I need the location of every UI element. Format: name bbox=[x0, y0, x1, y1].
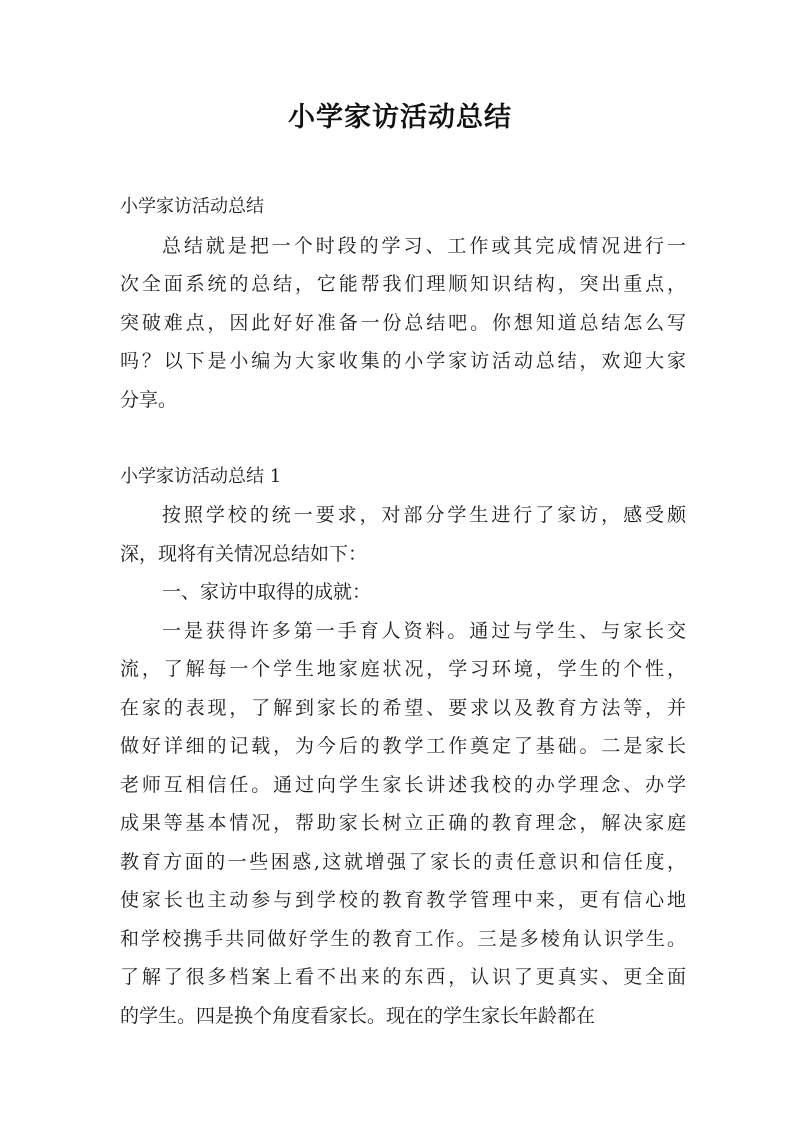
section-paragraph-line: 和学校携手共同做好学生的教育工作。三是多棱角认识学生。 bbox=[120, 927, 686, 950]
section-paragraph-line: 了解了很多档案上看不出来的东西，认识了更真实、更全面 bbox=[120, 966, 686, 988]
section-paragraph-line: 的学生。四是换个角度看家长。现在的学生家长年龄都在 bbox=[120, 1004, 596, 1027]
paragraph-gap bbox=[120, 419, 686, 458]
section-paragraph-line: 深，现将有关情况总结如下： bbox=[120, 542, 368, 565]
section-paragraph-line: 教育方面的一些困惑,这就增强了家长的责任意识和信任度， bbox=[120, 850, 686, 873]
intro-paragraph-line: 突破难点，因此好好准备一份总结吧。你想知道总结怎么写 bbox=[120, 311, 686, 334]
section-heading: 小学家访活动总结 1 bbox=[120, 465, 282, 487]
intro-heading: 小学家访活动总结 bbox=[120, 196, 264, 217]
intro-paragraph-line: 吗？以下是小编为大家收集的小学家访活动总结，欢迎大家 bbox=[120, 350, 686, 372]
intro-paragraph-line: 总结就是把一个时段的学习、工作或其完成情况进行一 bbox=[162, 234, 686, 257]
section-paragraph-line: 在家的表现，了解到家长的希望、要求以及教育方法等，并 bbox=[120, 696, 686, 719]
section-paragraph-line: 流，了解每一个学生地家庭状况，学习环境，学生的个性， bbox=[120, 658, 686, 680]
document-body bbox=[120, 188, 686, 1035]
subsection-heading: 一、家访中取得的成就： bbox=[162, 581, 372, 603]
section-paragraph-line: 成果等基本情况，帮助家长树立正确的教育理念，解决家庭 bbox=[120, 812, 686, 834]
section-paragraph-line: 使家长也主动参与到学校的教育教学管理中来，更有信心地 bbox=[120, 889, 686, 911]
section-paragraph-line: 一是获得许多第一手育人资料。通过与学生、与家长交 bbox=[162, 619, 686, 642]
section-paragraph-line: 老师互相信任。通过向学生家长讲述我校的办学理念、办学 bbox=[120, 773, 686, 796]
document-title: 小学家访活动总结 bbox=[288, 102, 512, 133]
section-paragraph-line: 按照学校的统一要求，对部分学生进行了家访，感受颇 bbox=[162, 504, 686, 526]
section-paragraph-line: 做好详细的记载，为今后的教学工作奠定了基础。二是家长 bbox=[120, 735, 686, 757]
intro-paragraph-line: 分享。 bbox=[120, 388, 178, 411]
intro-paragraph-line: 次全面系统的总结，它能帮我们理顺知识结构，突出重点， bbox=[120, 273, 686, 295]
